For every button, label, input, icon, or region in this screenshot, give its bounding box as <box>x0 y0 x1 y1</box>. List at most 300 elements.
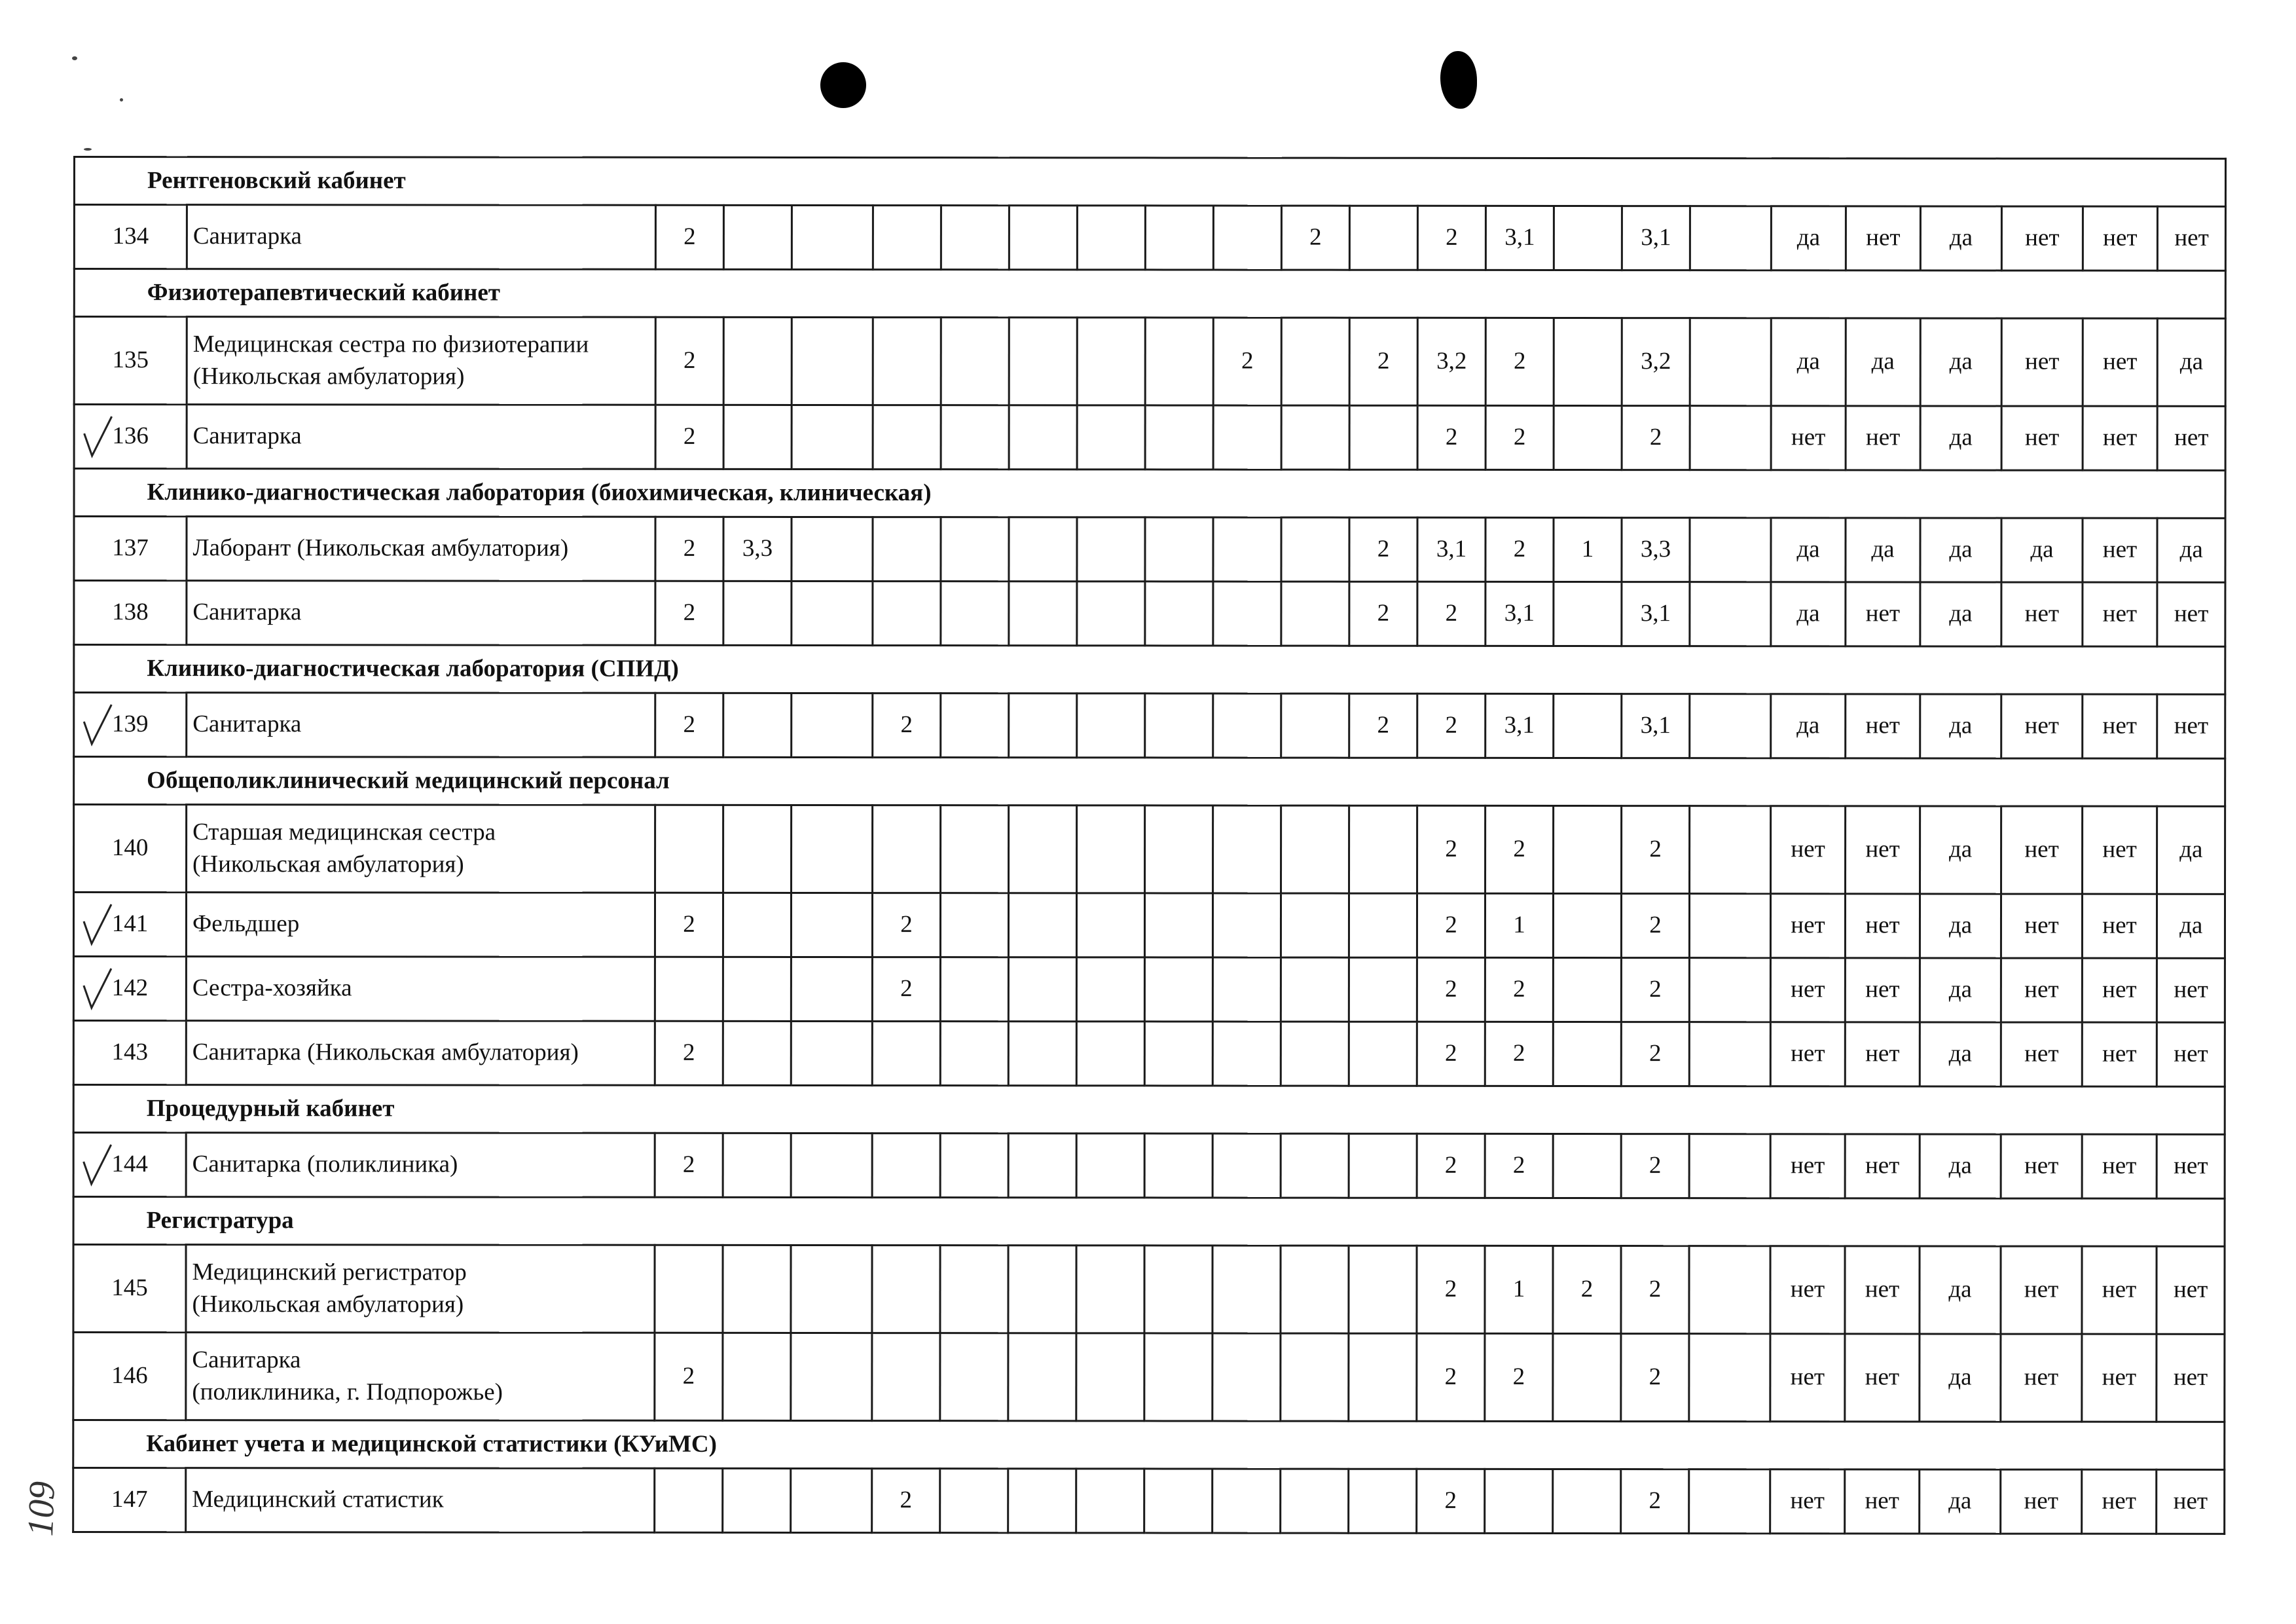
row-number <box>73 1468 186 1532</box>
grade-cell <box>1485 1469 1553 1533</box>
grade-cell: 2 <box>1621 1022 1689 1086</box>
yes-no-cell: нет <box>2001 318 2083 406</box>
grade-cell <box>1144 893 1212 957</box>
row-number <box>73 957 186 1021</box>
grade-cell: 3,1 <box>1485 581 1554 646</box>
grade-cell <box>1212 1022 1281 1086</box>
grade-cell <box>1009 405 1077 470</box>
row-number-text: 143 <box>111 1039 149 1066</box>
grade-cell: 2 <box>1417 693 1485 758</box>
grade-cell <box>791 1468 872 1532</box>
yes-no-cell: нет <box>1770 894 1845 958</box>
section-header-row <box>73 1197 2225 1247</box>
row-number-text: 136 <box>112 422 149 450</box>
yes-no-cell: нет <box>1846 806 1920 894</box>
grade-cell <box>792 805 873 893</box>
table-row <box>74 317 2225 407</box>
yes-no-cell: нет <box>1770 1134 1845 1198</box>
grade-cell: 2 <box>1621 1134 1689 1198</box>
grade-cell <box>1349 805 1417 893</box>
grade-cell <box>1281 318 1349 405</box>
grade-cell: 2 <box>655 1021 723 1085</box>
grade-cell <box>940 1333 1008 1421</box>
grade-cell <box>1281 893 1349 957</box>
yes-no-cell: нет <box>2001 206 2083 270</box>
grade-cell <box>941 405 1009 470</box>
grade-cell <box>723 317 792 405</box>
yes-no-cell: да <box>1920 694 2001 758</box>
grade-cell: 2 <box>872 957 940 1022</box>
job-title-line: Лаборант (Никольская амбулатория) <box>192 534 569 563</box>
yes-no-cell: да <box>1920 406 2001 470</box>
grade-cell <box>1553 1022 1621 1086</box>
grade-cell: 3,3 <box>1622 518 1690 582</box>
section-header-row <box>74 157 2225 207</box>
grade-cell: 2 <box>1417 581 1485 646</box>
yes-no-cell: нет <box>2083 318 2157 406</box>
yes-no-cell: нет <box>2001 694 2083 758</box>
yes-no-cell: нет <box>2157 1134 2225 1198</box>
grade-cell <box>1554 581 1622 646</box>
job-title-line: Медицинский статистик <box>192 1486 444 1513</box>
grade-cell: 2 <box>1417 1469 1485 1533</box>
job-title <box>187 581 655 646</box>
grade-cell <box>791 1245 872 1333</box>
grade-cell <box>1008 893 1076 957</box>
job-title-line: Санитарка <box>192 599 302 626</box>
yes-no-cell: нет <box>1770 958 1845 1022</box>
yes-no-cell: нет <box>2001 406 2083 470</box>
table-row <box>74 517 2225 583</box>
yes-no-cell: да <box>2157 318 2225 406</box>
checkmark-icon <box>81 1142 114 1188</box>
grade-cell <box>1689 1246 1770 1334</box>
grade-cell <box>1689 958 1770 1022</box>
yes-no-cell: нет <box>2082 894 2157 958</box>
grade-cell <box>872 1246 940 1333</box>
grade-cell <box>1689 1022 1770 1086</box>
grade-cell: 2 <box>1553 1246 1621 1333</box>
grade-cell <box>1076 1246 1144 1333</box>
grade-cell: 2 <box>655 317 723 405</box>
row-number <box>73 1333 186 1420</box>
job-title-line: (Никольская амбулатория) <box>192 362 465 390</box>
grade-cell: 2 <box>1281 206 1349 270</box>
grade-cell <box>1281 405 1349 470</box>
grade-cell <box>1553 1333 1621 1421</box>
row-number-text: 145 <box>111 1274 148 1302</box>
grade-cell <box>940 1469 1008 1533</box>
grade-cell: 2 <box>1485 318 1554 405</box>
grade-cell <box>1076 1469 1144 1533</box>
yes-no-cell: нет <box>1846 206 1920 270</box>
grade-cell <box>1212 957 1281 1022</box>
yes-no-cell: нет <box>2083 406 2157 470</box>
section-header-row <box>73 1085 2225 1135</box>
grade-cell <box>1553 957 1621 1022</box>
yes-no-cell: да <box>1920 206 2001 270</box>
job-title-line: Санитарка <box>192 223 302 250</box>
yes-no-cell: нет <box>2001 1246 2082 1334</box>
section-title: Клинико-диагностическая лаборатория (СПИД) <box>74 645 2225 695</box>
grade-cell: 2 <box>1417 1333 1485 1421</box>
row-number-text: 146 <box>111 1362 148 1390</box>
grade-cell: 2 <box>655 893 723 957</box>
section-header-row <box>74 757 2225 807</box>
yes-no-cell: нет <box>2083 518 2157 582</box>
yes-no-cell: да <box>1771 206 1846 270</box>
section-header-row <box>74 269 2225 319</box>
grade-cell: 2 <box>655 517 723 581</box>
job-title-line: Медицинский регистратор <box>192 1259 467 1286</box>
yes-no-cell: нет <box>1845 958 1920 1022</box>
grade-cell <box>655 805 723 893</box>
row-number <box>74 805 187 893</box>
grade-cell: 2 <box>1349 581 1417 646</box>
grade-cell <box>723 1333 791 1420</box>
yes-no-cell: нет <box>1846 406 1920 470</box>
job-title-line: (Никольская амбулатория) <box>192 1290 464 1318</box>
job-title <box>187 805 655 893</box>
grade-cell <box>1212 1246 1281 1333</box>
grade-cell <box>723 205 792 269</box>
yes-no-cell: нет <box>1770 1246 1845 1334</box>
job-title <box>186 1468 655 1533</box>
job-title <box>186 1333 655 1421</box>
grade-cell: 2 <box>1485 517 1554 581</box>
table-row <box>74 693 2225 759</box>
yes-no-cell: нет <box>1845 1246 1920 1334</box>
grade-cell <box>872 1333 940 1421</box>
scan-speck <box>72 56 77 60</box>
grade-cell <box>792 405 873 469</box>
table-row <box>73 1133 2225 1199</box>
yes-no-cell: нет <box>2001 1134 2082 1198</box>
table-row <box>74 405 2225 471</box>
yes-no-cell: нет <box>2001 582 2083 646</box>
grade-cell <box>1076 893 1144 957</box>
yes-no-cell: нет <box>2001 958 2082 1022</box>
yes-no-cell: да <box>1920 1134 2001 1198</box>
grade-cell: 3,1 <box>1622 582 1690 646</box>
grade-cell <box>1349 206 1417 270</box>
grade-cell <box>1008 1022 1076 1086</box>
job-title <box>187 317 655 405</box>
grade-cell <box>1076 1333 1144 1421</box>
grade-cell <box>792 581 873 645</box>
row-number <box>74 205 187 269</box>
grade-cell <box>1690 694 1771 758</box>
grade-cell: 2 <box>1485 405 1554 470</box>
grade-cell <box>940 1246 1008 1333</box>
job-title-line: Санитарка <box>192 422 302 450</box>
job-title-line: Санитарка <box>192 1346 301 1374</box>
grade-cell <box>1145 805 1213 893</box>
grade-cell <box>1281 1469 1349 1533</box>
grade-cell <box>1689 1469 1770 1534</box>
grade-cell <box>723 893 791 957</box>
grade-cell: 2 <box>1621 958 1689 1022</box>
grade-cell: 2 <box>655 581 723 645</box>
yes-no-cell: да <box>1771 694 1846 758</box>
section-title: Клинико-диагностическая лаборатория (биохимическая, клиническая) <box>74 469 2225 519</box>
grade-cell <box>1690 206 1771 270</box>
grade-cell: 3,2 <box>1417 318 1485 405</box>
grade-cell: 3,1 <box>1485 693 1554 758</box>
grade-cell: 2 <box>1417 1246 1485 1333</box>
grade-cell <box>655 1245 723 1333</box>
yes-no-cell: нет <box>2082 1134 2157 1198</box>
grade-cell <box>1145 581 1213 646</box>
grade-cell <box>792 693 873 757</box>
grade-cell <box>1009 693 1077 758</box>
job-title <box>186 957 655 1022</box>
job-title <box>186 893 655 957</box>
section-title: Регистратура <box>73 1197 2225 1247</box>
yes-no-cell: нет <box>2157 582 2225 646</box>
grade-cell <box>1553 1134 1621 1198</box>
yes-no-cell: нет <box>2083 694 2157 758</box>
yes-no-cell: да <box>2157 518 2225 582</box>
yes-no-cell: нет <box>2001 1334 2082 1422</box>
grade-cell <box>873 805 941 893</box>
grade-cell: 2 <box>1485 1022 1553 1086</box>
yes-no-cell: нет <box>1770 1469 1845 1534</box>
grade-cell: 2 <box>1622 406 1690 470</box>
grade-cell <box>1008 957 1076 1022</box>
row-number-text: 147 <box>111 1486 148 1513</box>
grade-cell <box>941 581 1009 646</box>
yes-no-cell: да <box>1920 958 2001 1022</box>
grade-cell <box>1349 1469 1417 1533</box>
grade-cell <box>1690 406 1771 470</box>
grade-cell <box>723 581 792 645</box>
grade-cell <box>1213 405 1281 470</box>
job-title-line: Санитарка (Никольская амбулатория) <box>192 1039 579 1067</box>
grade-cell <box>1009 206 1077 270</box>
table-row <box>74 805 2225 895</box>
grade-cell <box>872 1022 940 1086</box>
grade-cell: 2 <box>1417 1022 1485 1086</box>
grade-cell: 2 <box>655 1133 723 1197</box>
yes-no-cell: нет <box>2001 1022 2082 1086</box>
yes-no-cell: да <box>1771 318 1846 406</box>
grade-cell <box>1281 957 1349 1022</box>
checkmark-icon <box>81 966 114 1012</box>
yes-no-cell: нет <box>1846 694 1920 758</box>
job-title-line: Фельдшер <box>192 910 300 938</box>
job-title-line: (поликлиника, г. Подпорожье) <box>192 1378 503 1406</box>
grade-cell <box>1349 1333 1417 1421</box>
section-title: Кабинет учета и медицинской статистики (КУиМС) <box>73 1420 2225 1470</box>
grade-cell <box>1009 805 1077 893</box>
grade-cell <box>1349 893 1417 957</box>
section-title: Рентгеновский кабинет <box>74 157 2225 207</box>
yes-no-cell: нет <box>1771 806 1846 894</box>
grade-cell <box>1554 318 1622 405</box>
grade-cell: 2 <box>1417 206 1485 270</box>
grade-cell <box>1077 581 1145 646</box>
yes-no-cell: нет <box>2157 694 2225 758</box>
table-row <box>73 1245 2225 1335</box>
checkmark-icon <box>82 414 115 460</box>
staffing-assessment-table <box>72 156 2227 1535</box>
grade-cell <box>873 318 941 405</box>
grade-cell: 2 <box>655 405 723 469</box>
grade-cell: 2 <box>1417 1134 1485 1198</box>
row-number <box>74 581 187 645</box>
section-title: Общеполиклинический медицинский персонал <box>74 757 2225 807</box>
yes-no-cell: нет <box>2157 1246 2225 1334</box>
yes-no-cell: нет <box>2157 958 2225 1022</box>
grade-cell <box>941 517 1009 581</box>
job-title-line: Медицинская сестра по физиотерапии <box>192 331 589 359</box>
grade-cell <box>1281 1246 1349 1333</box>
section-title: Физиотерапевтический кабинет <box>74 269 2225 319</box>
row-number <box>73 1021 186 1085</box>
grade-cell: 1 <box>1485 893 1553 957</box>
table-row <box>73 893 2225 959</box>
grade-cell <box>1281 581 1349 646</box>
grade-cell <box>1349 405 1417 470</box>
grade-cell <box>1281 805 1349 893</box>
row-number <box>73 1245 186 1333</box>
grade-cell: 3,1 <box>1622 694 1690 758</box>
row-number-text: 139 <box>111 710 149 738</box>
grade-cell: 2 <box>1417 405 1485 470</box>
yes-no-cell: нет <box>2082 1334 2157 1422</box>
job-title <box>187 205 655 270</box>
yes-no-cell: да <box>1920 518 2001 582</box>
job-title <box>187 405 655 470</box>
grade-cell: 2 <box>1485 1134 1553 1198</box>
grade-cell: 2 <box>1621 1334 1689 1422</box>
row-number-text: 142 <box>111 974 149 1002</box>
grade-cell <box>873 405 941 470</box>
row-number <box>74 317 187 405</box>
grade-cell: 2 <box>1349 318 1417 405</box>
section-header-row <box>73 1420 2225 1470</box>
grade-cell: 2 <box>1349 693 1417 758</box>
grade-cell <box>941 805 1009 893</box>
grade-cell <box>940 1022 1008 1086</box>
grade-cell <box>1076 957 1144 1022</box>
yes-no-cell: нет <box>2157 1022 2225 1086</box>
grade-cell <box>1144 1246 1212 1333</box>
grade-cell <box>1689 1334 1770 1422</box>
grade-cell <box>1689 1134 1770 1198</box>
grade-cell <box>655 1468 723 1532</box>
grade-cell: 2 <box>1417 893 1485 957</box>
section-header-row <box>74 645 2225 695</box>
row-number <box>74 693 187 757</box>
job-title-line: Санитарка (поликлиника) <box>192 1151 458 1178</box>
job-title-line: Санитарка <box>192 710 302 738</box>
row-number <box>73 1133 186 1197</box>
grade-cell <box>1281 1022 1349 1086</box>
grade-cell: 2 <box>1417 957 1485 1022</box>
grade-cell <box>940 1134 1008 1198</box>
section-header-row <box>74 469 2225 519</box>
yes-no-cell: да <box>2001 518 2083 582</box>
grade-cell <box>791 1333 872 1420</box>
grade-cell <box>1349 957 1417 1022</box>
grade-cell: 2 <box>1485 957 1553 1022</box>
yes-no-cell: да <box>1771 518 1846 582</box>
grade-cell <box>1553 893 1621 957</box>
row-number-text: 140 <box>111 834 149 862</box>
grade-cell <box>723 1468 791 1532</box>
grade-cell <box>1009 318 1077 405</box>
grade-cell <box>1554 206 1622 270</box>
grade-cell <box>792 205 873 269</box>
yes-no-cell: нет <box>1845 1022 1920 1086</box>
row-number-text: 134 <box>112 223 149 250</box>
grade-cell: 1 <box>1485 1246 1553 1333</box>
grade-cell: 2 <box>1349 517 1417 581</box>
grade-cell: 3,1 <box>1417 517 1485 581</box>
grade-cell: 3,2 <box>1622 318 1690 406</box>
table-row <box>73 1333 2225 1422</box>
hole-punch-right <box>1440 51 1477 109</box>
grade-cell <box>1077 206 1145 270</box>
grade-cell: 2 <box>872 1469 940 1533</box>
grade-cell: 2 <box>1485 1333 1553 1421</box>
yes-no-cell: да <box>1920 1334 2001 1422</box>
grade-cell <box>1076 1022 1144 1086</box>
grade-cell <box>1077 517 1145 581</box>
job-title <box>186 1245 655 1333</box>
grade-cell <box>1076 1134 1144 1198</box>
grade-cell <box>940 893 1008 957</box>
grade-cell <box>941 206 1009 270</box>
yes-no-cell: да <box>1920 1469 2001 1534</box>
table-row <box>74 581 2225 647</box>
row-number-text: 141 <box>111 910 149 938</box>
grade-cell <box>1554 805 1622 893</box>
yes-no-cell: да <box>1846 318 1920 406</box>
grade-cell <box>723 805 792 893</box>
row-number <box>73 893 186 957</box>
grade-cell: 2 <box>1485 805 1554 893</box>
yes-no-cell: нет <box>2082 958 2157 1022</box>
grade-cell <box>1008 1246 1076 1333</box>
grade-cell <box>1212 1134 1281 1198</box>
yes-no-cell: нет <box>2082 1022 2157 1086</box>
table-row <box>73 1021 2225 1087</box>
yes-no-cell: да <box>1920 894 2001 958</box>
yes-no-cell: нет <box>1770 1334 1845 1422</box>
grade-cell <box>1213 581 1281 646</box>
grade-cell <box>1145 318 1213 405</box>
grade-cell <box>792 317 873 405</box>
grade-cell <box>940 957 1008 1022</box>
scan-speck <box>120 98 123 101</box>
grade-cell <box>791 1133 872 1197</box>
grade-cell <box>791 957 872 1021</box>
grade-cell <box>791 893 872 957</box>
grade-cell <box>1145 206 1213 270</box>
grade-cell: 3,3 <box>723 517 792 581</box>
grade-cell <box>1077 318 1145 405</box>
grade-cell <box>1349 1022 1417 1086</box>
grade-cell <box>1554 693 1622 758</box>
yes-no-cell: да <box>1920 582 2001 646</box>
yes-no-cell: да <box>2157 894 2225 958</box>
yes-no-cell: нет <box>1845 1134 1920 1198</box>
hole-punch-left <box>820 62 866 108</box>
yes-no-cell: да <box>1920 1022 2001 1086</box>
